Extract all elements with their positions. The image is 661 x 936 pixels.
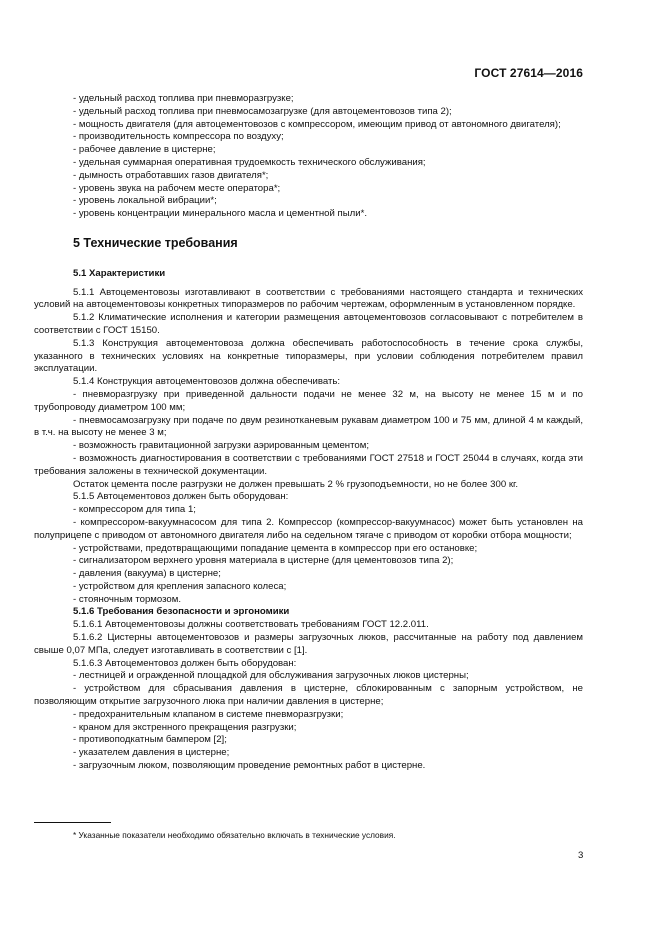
list-item: - сигнализатором верхнего уровня материала в цистерне (для цементовозов типа 2); bbox=[73, 555, 454, 567]
subsection-title: 5.1.6 Требования безопасности и эргономики bbox=[73, 606, 290, 618]
list-item: - мощность двигателя (для автоцементовозов с компрессором, имеющим привод от автономного двигателя); bbox=[73, 118, 561, 130]
list-item: - пневмосамозагрузку при подаче по двум резинотканевым рукавам диаметром 100 и 75 мм, длиной 4 м каждый, в т.ч. на высоту не менее 3 м; bbox=[34, 414, 583, 439]
subsection-title: 5.1 Характеристики bbox=[73, 267, 166, 279]
document-body bbox=[34, 93, 583, 773]
paragraph: Остаток цемента после разгрузки не должен превышать 2 % грузоподъемности, но не более 300 кг. bbox=[73, 478, 519, 490]
document-header: ГОСТ 27614—2016 bbox=[474, 66, 583, 80]
list-item: - давления (вакуума) в цистерне; bbox=[73, 568, 221, 580]
list-item: - краном для экстренного прекращения разгрузки; bbox=[73, 721, 297, 733]
list-item: - дымность отработавших газов двигателя*; bbox=[73, 169, 269, 181]
list-item: - возможность гравитационной загрузки аэрированным цементом; bbox=[73, 440, 369, 452]
footnote: * Указанные показатели необходимо обязательно включать в технические условия. bbox=[73, 830, 396, 840]
list-item: - лестницей и огражденной площадкой для обслуживания загрузочных люков цистерны; bbox=[73, 670, 469, 682]
list-item: - устройством для крепления запасного колеса; bbox=[73, 580, 287, 592]
list-item: - противоподкатным бампером [2]; bbox=[73, 734, 227, 746]
list-item: - пневморазгрузку при приведенной дальности подачи не менее 32 м, на высоту не менее 15 м и по трубопроводу диаметром 100 мм; bbox=[34, 388, 583, 413]
intro-list bbox=[34, 93, 583, 221]
list-item: - удельная суммарная оперативная трудоемкость технического обслуживания; bbox=[73, 156, 426, 168]
list-item: - производительность компрессора по воздуху; bbox=[73, 131, 284, 143]
paragraph: 5.1.2 Климатические исполнения и категории размещения автоцементовозов согласовывают с потребителем в соответствии с ГОСТ 15150. bbox=[34, 312, 583, 336]
list-item: - уровень концентрации минерального масла и цементной пыли*. bbox=[73, 208, 367, 220]
list-item: - уровень звука на рабочем месте оператора*; bbox=[73, 182, 281, 194]
list-item: - компрессором для типа 1; bbox=[73, 504, 196, 516]
list-item: - удельный расход топлива при пневморазгрузке; bbox=[73, 93, 294, 104]
list-item: - стояночным тормозом. bbox=[73, 593, 182, 605]
footnote-divider bbox=[34, 822, 111, 823]
paragraph: 5.1.6.3 Автоцементовоз должен быть оборудован: bbox=[73, 657, 297, 669]
list-item: - удельный расход топлива при пневмосамозагрузке (для автоцементовозов типа 2); bbox=[73, 105, 452, 117]
paragraph: 5.1.6.2 Цистерны автоцементовозов и размеры загрузочных люков, рассчитанные на работу под давлением свыше 0,07 МПа, следует изготавливать в соответствии с [1]. bbox=[34, 632, 583, 656]
list-item: - загрузочным люком, позволяющим проведение ремонтных работ в цистерне. bbox=[73, 760, 426, 772]
list-item: - устройством для сбрасывания давления в цистерне, сблокированным с запорным устройством, не позволяющим открытие загрузочного люка при наличии давления в цистерне; bbox=[34, 683, 583, 708]
paragraph: 5.1.1 Автоцементовозы изготавливают в соответствии с требованиями настоящего стандарта и технических условий на автоцементовозы конкретных типоразмеров по рабочим чертежам, оформленным в установленном порядке. bbox=[34, 286, 583, 311]
page-number: 3 bbox=[578, 850, 584, 861]
paragraph: 5.1.6.1 Автоцементовозы должны соответствовать требованиям ГОСТ 12.2.011. bbox=[73, 619, 429, 631]
list-item: - уровень локальной вибрации*; bbox=[73, 195, 217, 207]
list-item: - компрессором-вакуумнасосом для типа 2. Компрессор (компрессор-вакуумнасос) может быть установлен на полуприцепе с приводом от автономного двигателя либо на седельном тягаче с приводом от коробки отбора мощности; bbox=[34, 516, 583, 541]
list-item: - указателем давления в цистерне; bbox=[73, 747, 230, 759]
list-item: - возможность диагностирования в соответствии с требованиями ГОСТ 27518 и ГОСТ 25044 в случаях, когда эти требования заложены в технической документации. bbox=[34, 452, 583, 477]
list-item: - устройствами, предотвращающими попадание цемента в компрессор при его остановке; bbox=[73, 542, 478, 554]
list-item: - рабочее давление в цистерне; bbox=[73, 144, 216, 156]
section-title: 5 Технические требования bbox=[73, 235, 238, 250]
paragraph: 5.1.5 Автоцементовоз должен быть оборудован: bbox=[73, 491, 289, 503]
list-item: - предохранительным клапаном в системе пневморазгрузки; bbox=[73, 708, 344, 720]
paragraph: 5.1.4 Конструкция автоцементовозов должна обеспечивать: bbox=[73, 376, 341, 388]
paragraph: 5.1.3 Конструкция автоцементовоза должна обеспечивать работоспособность в течение срока службы, указанного в технических условиях на конкретные типоразмеры, при условии соблюдения потребителем правил эксплуатации. bbox=[34, 337, 583, 375]
